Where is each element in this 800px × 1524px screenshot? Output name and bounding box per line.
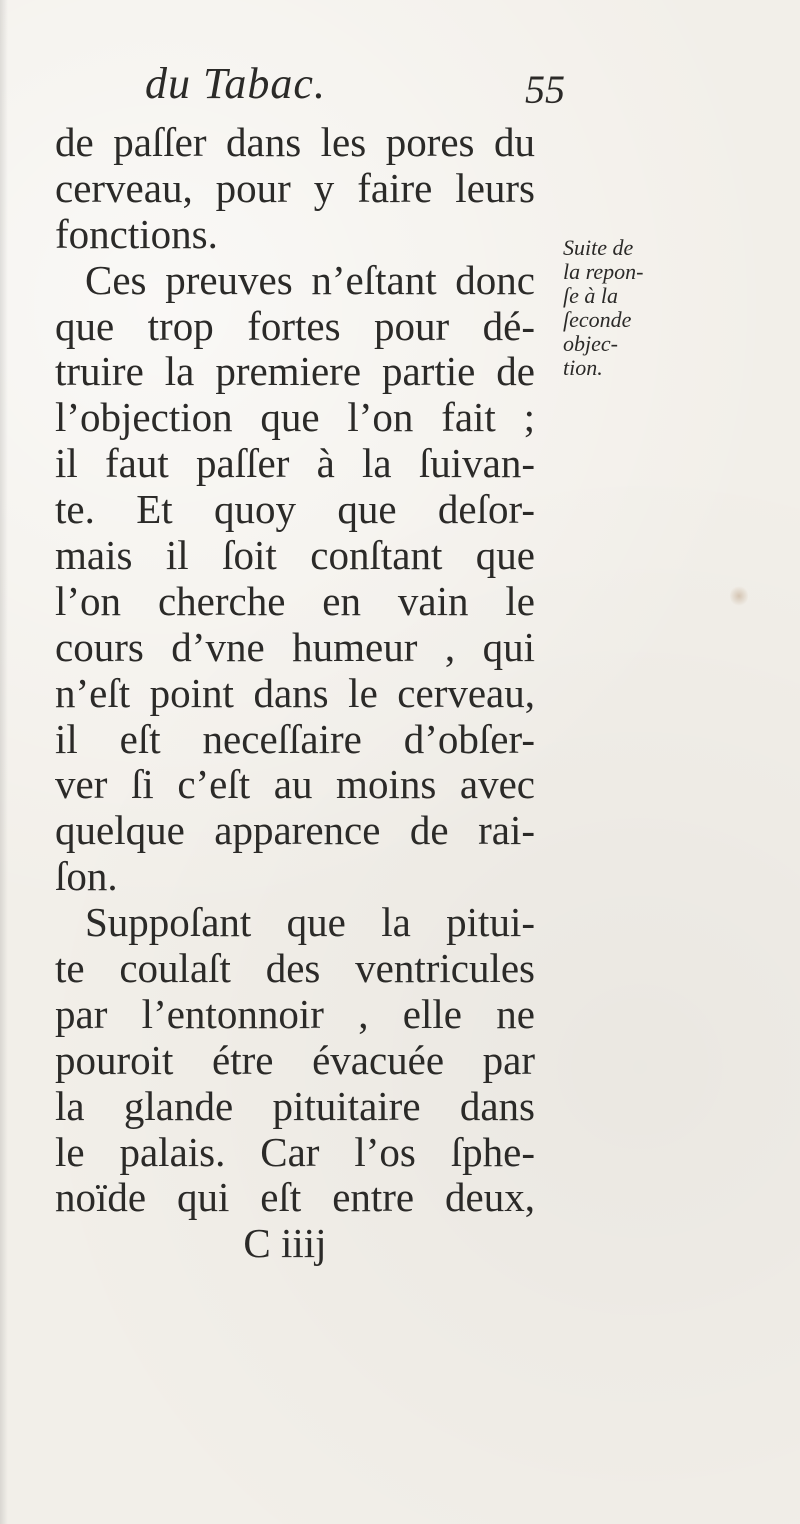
text-line: Suppoſant que la pitui- <box>85 899 535 946</box>
text-line: fonctions. <box>55 210 218 257</box>
text-line: quelque apparence de rai- <box>55 807 535 854</box>
text-line: noïde qui eſt entre deux, <box>55 1174 535 1221</box>
marginal-note-line: ſe à la <box>563 283 618 308</box>
body-text <box>55 120 535 1267</box>
marginal-note-line: la repon- <box>563 259 644 284</box>
signature-mark: C iiij <box>243 1220 327 1267</box>
paper-stain <box>730 585 748 607</box>
text-line: cours d’vne humeur , qui <box>55 623 535 670</box>
text-line: l’on cherche en vain le <box>55 577 535 624</box>
text-line: te. Et quoy que deſor- <box>55 486 535 533</box>
text-line: il eſt neceſſaire d’obſer- <box>55 715 535 762</box>
running-title: du Tabac. <box>145 59 326 108</box>
text-line: il faut paſſer à la ſuivan- <box>55 440 535 487</box>
marginal-note <box>563 236 663 380</box>
text-line: l’objection que l’on fait ; <box>55 394 535 441</box>
text-line: cerveau, pour y faire leurs <box>55 164 535 211</box>
page-header <box>145 58 565 118</box>
text-line: de paſſer dans les pores du <box>55 119 535 165</box>
marginal-note-line: ſeconde <box>563 307 632 332</box>
text-line: par l’entonnoir , elle ne <box>55 990 535 1037</box>
marginal-note-line: tion. <box>563 355 603 380</box>
text-line: que trop fortes pour dé- <box>55 302 535 349</box>
text-line: la glande pituitaire dans <box>55 1082 535 1129</box>
text-line: mais il ſoit conſtant que <box>55 532 535 579</box>
page-gutter-shadow <box>0 0 8 1524</box>
text-line: te coulaſt des ventricules <box>55 945 535 992</box>
text-line: ver ſi c’eſt au moins avec <box>55 761 535 808</box>
marginal-note-line: objec- <box>563 331 618 356</box>
text-line: pouroit étre évacuée par <box>55 1036 535 1083</box>
marginal-note-line: Suite de <box>563 235 634 260</box>
text-line: ſon. <box>55 853 118 900</box>
text-line: le palais. Car l’os ſphe- <box>55 1128 535 1175</box>
text-line: truire la premiere partie de <box>55 348 535 395</box>
text-line: Ces preuves n’eſtant donc <box>85 256 535 303</box>
text-line: n’eſt point dans le cerveau, <box>55 669 535 716</box>
page-number: 55 <box>525 67 565 112</box>
